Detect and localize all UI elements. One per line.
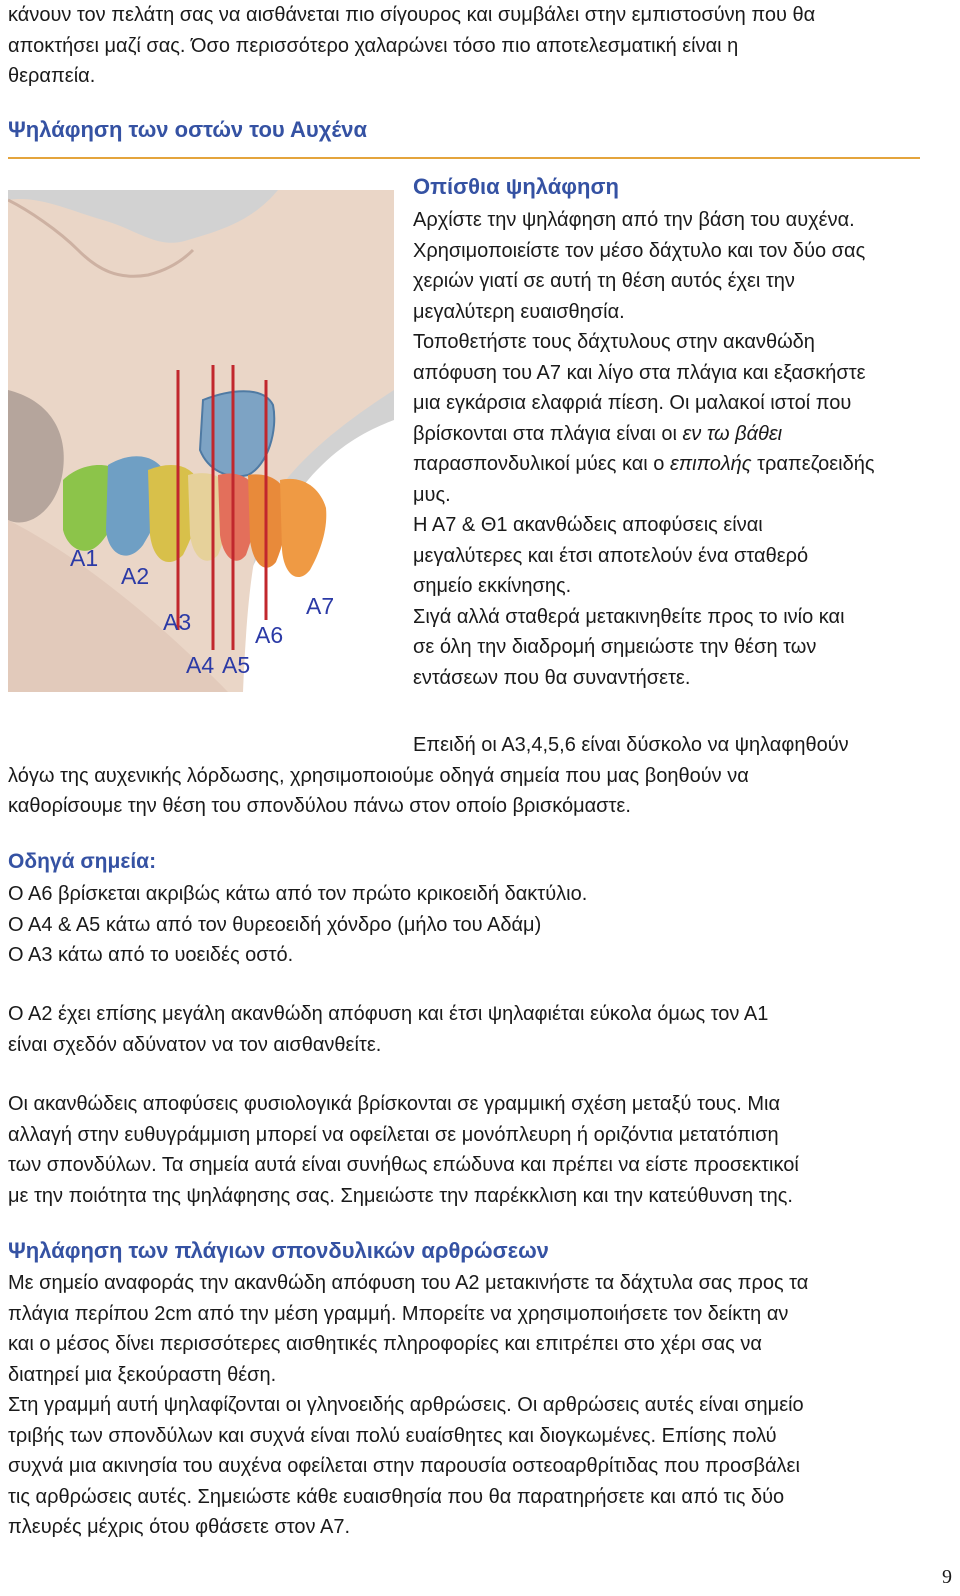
lordosis-line: Επειδή οι Α3,4,5,6 είναι δύσκολο να ψηλαφηθούν — [413, 734, 849, 756]
posterior-italic-term: εν τω βάθει — [682, 422, 783, 445]
posterior-line: Χρησιμοποιείστε τον μέσο δάχτυλο και τον δύο σας — [413, 239, 866, 262]
facet-line: τις αρθρώσεις αυτές. Σημειώστε κάθε ευαισθησία που θα παρατηρήσετε και από τις δύο — [8, 1485, 785, 1508]
page-number: 9 — [942, 1566, 952, 1588]
intro-paragraph — [8, 0, 952, 92]
landmarks-title: Οδηγά σημεία: — [8, 850, 157, 873]
alignment-line: με την ποιότητα της ψηλάφησης σας. Σημειώστε την παρέκκλιση και την κατεύθυνση της. — [8, 1184, 793, 1207]
intro-line: θεραπεία. — [8, 65, 96, 87]
posterior-line: Τοποθετήστε τους δάχτυλους στην ακανθώδη — [413, 331, 815, 353]
a2-line: είναι σχεδόν αδύνατον να τον αισθανθείτε. — [8, 1033, 382, 1056]
posterior-italic-term: επιπολής — [669, 453, 752, 475]
section-title-neck-bones: Ψηλάφηση των οστών του Αυχένα — [8, 117, 368, 142]
posterior-text — [413, 205, 958, 693]
posterior-line-part: βρίσκονται στα πλάγια είναι οι — [413, 422, 683, 445]
posterior-line: Η Α7 & Θ1 ακανθώδεις αποφύσεις είναι — [413, 514, 763, 536]
posterior-line: μεγαλύτερη ευαισθησία. — [413, 300, 625, 323]
subsection-title-posterior: Οπίσθια ψηλάφηση — [413, 174, 619, 199]
label-a7: A7 — [306, 593, 335, 619]
posterior-line: Σιγά αλλά σταθερά μετακινηθείτε προς το ινίο και — [413, 605, 845, 628]
facet-line: τριβής των σπονδύλων και συχνά είναι πολύ ευαίσθητες και διογκωμένες. Επίσης πολύ — [8, 1424, 777, 1447]
facet-line: πλάγια περίπου 2cm από την μέση γραμμή. Μπορείτε να χρησιμοποιήσετε τον δείκτη αν — [8, 1302, 789, 1325]
facet-line: Με σημείο αναφοράς την ακανθώδη απόφυση του Α2 μετακινήστε τα δάχτυλα σας προς τα — [8, 1272, 809, 1294]
landmark-item: Ο Α4 & Α5 κάτω από τον θυρεοειδή χόνδρο (μήλο του Αδάμ) — [8, 913, 542, 936]
intro-line: κάνουν τον πελάτη σας να αισθάνεται πιο σίγουρος και συμβάλει στην εμπιστοσύνη που θα — [8, 4, 816, 26]
lordosis-line: λόγω της αυχενικής λόρδωσης, χρησιμοποιούμε οδηγά σημεία που μας βοηθούν να — [8, 764, 749, 787]
facet-line: πλευρές μέχρις ότου φθάσετε στον Α7. — [8, 1516, 351, 1538]
a2-paragraph — [8, 999, 952, 1060]
a2-line: Ο Α2 έχει επίσης μεγάλη ακανθώδη απόφυση και έτσι ψηλαφιέται εύκολα όμως τον Α1 — [8, 1003, 769, 1025]
posterior-line: σημείο εκκίνησης. — [413, 575, 572, 597]
facet-line: και ο μέσος δίνει περισσότερες αισθητικές πληροφορίες και επιτρέπει στο χέρι σας να — [8, 1333, 762, 1355]
alignment-line: αλλαγή στην ευθυγράμμιση μπορεί να οφείλεται σε μονόπλευρη ή οριζόντια μετατόπιση — [8, 1123, 779, 1146]
posterior-line-part: παρασπονδυλικοί μύες και ο — [413, 453, 670, 475]
label-a1: A1 — [70, 545, 99, 571]
posterior-line: μυς. — [413, 483, 451, 506]
lordosis-paragraph — [8, 730, 952, 822]
posterior-line: Αρχίστε την ψηλάφηση από την βάση του αυχένα. — [413, 209, 855, 231]
posterior-line: εντάσεων που θα συναντήσετε. — [413, 666, 691, 689]
label-a6: A6 — [255, 622, 284, 648]
alignment-line: των σπονδύλων. Τα σημεία αυτά είναι συνήθως επώδυνα και πρέπει να είστε προσεκτικοί — [8, 1154, 799, 1176]
posterior-line: μια εγκάρσια ελαφριά πίεση. Οι μαλακοί ιστοί που — [413, 392, 852, 414]
landmarks-list — [8, 879, 952, 971]
landmark-item: Ο Α3 κάτω από το υοειδές οστό. — [8, 944, 294, 966]
facet-line: συχνά μια ακινησία του αυχένα οφείλεται στην παρουσία οστεοαρθρίτιδας που προσβάλει — [8, 1455, 800, 1477]
alignment-line: Οι ακανθώδεις αποφύσεις φυσιολογικά βρίσκονται σε γραμμική σχέση μεταξύ τους. Μια — [8, 1093, 781, 1115]
label-a4: A4 — [186, 652, 215, 678]
intro-line: αποκτήσει μαζί σας. Όσο περισσότερο χαλαρώνει τόσο πιο αποτελεσματική είναι η — [8, 34, 739, 57]
section-title-facet-joints: Ψηλάφηση των πλάγιων σπονδυλικών αρθρώσεων — [8, 1238, 549, 1263]
facet-line: διατηρεί μια ξεκούραστη θέση. — [8, 1363, 277, 1386]
posterior-line: απόφυση του Α7 και λίγο στα πλάγια και εξασκήστε — [413, 361, 866, 384]
posterior-line-part: τραπεζοειδής — [751, 453, 875, 475]
lordosis-line: καθορίσουμε την θέση του σπονδύλου πάνω στον οποίο βρισκόμαστε. — [8, 795, 631, 817]
posterior-line: μεγαλύτερες και έτσι αποτελούν ένα σταθερό — [413, 544, 809, 567]
section-divider — [8, 157, 920, 159]
alignment-paragraph — [8, 1089, 952, 1211]
neck-vertebrae-illustration — [8, 190, 394, 692]
facet-line: Στη γραμμή αυτή ψηλαφίζονται οι γληνοειδής αρθρώσεις. Οι αρθρώσεις αυτές είναι σημείο — [8, 1394, 804, 1416]
label-a5: A5 — [222, 652, 251, 678]
posterior-line: χεριών γιατί σε αυτή τη θέση αυτός έχει την — [413, 270, 795, 292]
landmark-item: Ο Α6 βρίσκεται ακριβώς κάτω από τον πρώτο κρικοειδή δακτύλιο. — [8, 883, 588, 905]
posterior-line: σε όλη την διαδρομή σημειώστε την θέση των — [413, 636, 817, 658]
facet-joints-text — [8, 1268, 952, 1543]
label-a2: A2 — [121, 563, 150, 589]
label-a3: A3 — [163, 609, 192, 635]
